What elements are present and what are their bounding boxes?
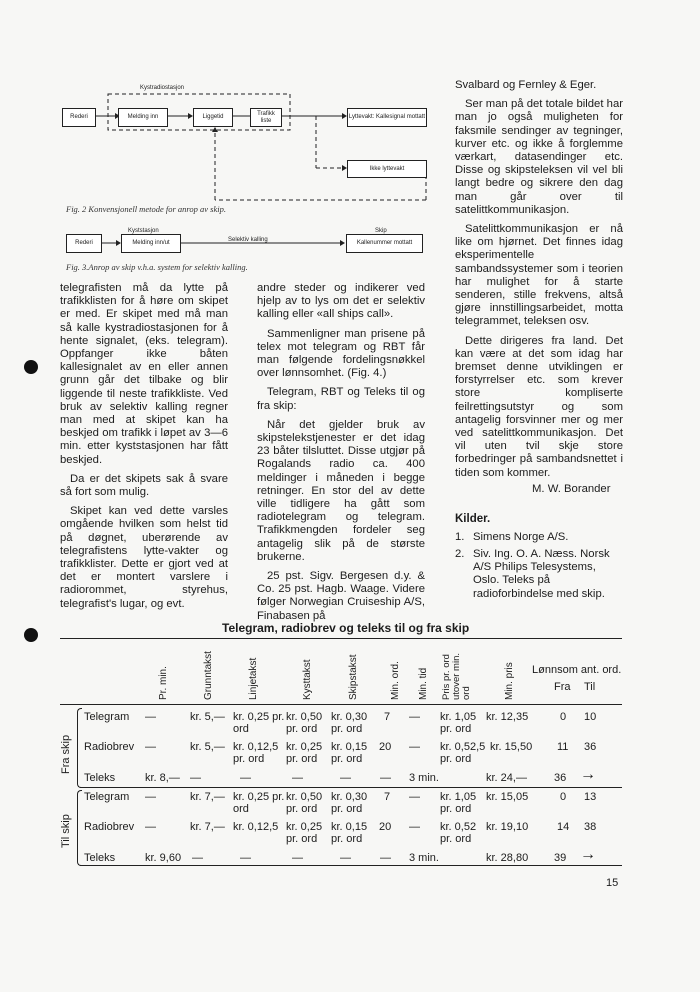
punch-hole — [24, 360, 38, 374]
table-cell: 3 min. — [409, 772, 439, 784]
rederi-box: Rederi — [66, 234, 102, 253]
table-cell: kr. 0,52 pr. ord — [440, 821, 477, 845]
table-cell: 20 — [379, 741, 392, 753]
table-cell: — — [409, 821, 420, 833]
paragraph: Telegram, RBT og Teleks til og fra skip: — [257, 386, 425, 412]
kilder-heading: Kilder. — [455, 513, 491, 525]
table-cell: kr. 24,— — [486, 772, 527, 784]
arrow-icon: → — [580, 846, 596, 863]
author-signature: M. W. Borander — [532, 483, 611, 495]
table-cell: kr. 0,25 pr. ord — [233, 711, 285, 735]
table-cell: — — [145, 821, 156, 833]
ikke-lyttevakt-box: Ikke lyttevakt — [347, 160, 427, 178]
table-cell: kr. 0,30 pr. ord — [331, 791, 368, 815]
table-cell: kr. 9,60 — [145, 852, 182, 864]
figure-3-caption: Fig. 3.Anrop av skip v.h.a. system for selektiv kalling. — [66, 262, 248, 272]
paragraph: Dette dirigeres fra land. Det kan være at det som idag har bremset denne utviklingen er forstyrrelser etc. som krever store kompliserte feilrettingsutstyr og som antagelig forsvinner mer og mer ved satelittkommunikasjon. Det vil uten tvil skje store forbedringer på sambandsnettet i tiden som kommer. — [455, 334, 623, 479]
table-cell: — — [340, 852, 351, 864]
table-cell: — — [145, 791, 156, 803]
punch-hole — [24, 628, 38, 642]
table-cell: — — [192, 852, 203, 864]
table-cell: kr. 0,50 pr. ord — [286, 711, 323, 735]
header-til: Til — [584, 681, 596, 693]
table-cell: 36 — [554, 772, 567, 784]
table-cell: 13 — [584, 791, 597, 803]
table-cell: — — [380, 852, 391, 864]
paragraph: andre steder og indikerer ved hjelp av to lys om det er selektiv kalling eller «all ships call». — [257, 282, 425, 321]
row-label: Teleks — [84, 772, 116, 784]
text-column-1 — [60, 282, 228, 617]
table-cell: kr. 0,30 pr. ord — [331, 711, 368, 735]
header-min-pris: Min. pris — [504, 662, 515, 700]
page-number: 15 — [606, 877, 619, 889]
trafikk-liste-box: Trafikk liste — [250, 108, 282, 127]
table-cell: 7 — [384, 711, 391, 723]
selektiv-kalling-label: Selektiv kalling — [228, 237, 268, 243]
paragraph: 25 pst. Sigv. Bergesen d.y. & Co. 25 pst. Hagb. Waage. Videre følger Norwegian Cruiseship A/S, Finabasen på — [257, 570, 425, 622]
table-group-rule — [80, 787, 622, 788]
table-top-rule — [60, 638, 622, 639]
table-cell: kr. 0,25 pr. ord — [233, 791, 285, 815]
table-cell: 38 — [584, 821, 597, 833]
table-cell: 3 min. — [409, 852, 439, 864]
table-cell: kr. 5,— — [190, 711, 225, 723]
row-label: Radiobrev — [84, 741, 135, 753]
table-cell: kr. 1,05 pr. ord — [440, 711, 477, 735]
arrow-icon: → — [580, 766, 596, 783]
paragraph: telegrafisten må da lytte på trafikklisten for å høre om skipet er med. Er skipet med må man så kalle kystradiostasjonen for å hente signalet, (eks. telegram). Oppfanger ikke båten kallesignalet av en eller annen grunn går det tilbake og blir liggende til neste trafikkliste. Ved bruk av selektiv kalling regner man med at skipet kan ha beskjed om trafikk i løpet av 3—6 min. etter kyststasjonen har fått beskjed. — [60, 282, 228, 466]
table-cell: 20 — [379, 821, 392, 833]
header-linjetakst: Linjetakst — [248, 657, 259, 700]
table-cell: — — [340, 772, 351, 784]
table-cell: 11 — [557, 741, 569, 753]
table-cell: — — [380, 772, 391, 784]
table-cell: kr. 0,52,5 pr. ord — [440, 741, 486, 765]
table-cell: kr. 15,05 — [486, 791, 529, 803]
table-cell: kr. 12,35 — [486, 711, 529, 723]
table-cell: 14 — [557, 821, 570, 833]
header-kysttakst: Kysttakst — [302, 659, 313, 700]
paragraph: Satelittkommunikasjon er nå like om hjørnet. Det finnes idag eksperimentelle sambandssystemer som i teorien har mulighet for å starte senderen, stille frekvens, altså gjøre innstillingsarbeidet, motta telegrammet, teleksen osv. — [455, 223, 623, 328]
table-cell: — — [292, 772, 303, 784]
kystradiostasjon-label: Kystradiostasjon — [140, 85, 185, 91]
paragraph: Svalbard og Fernley & Eger. — [455, 79, 597, 91]
table-cell: kr. 0,15 pr. ord — [331, 741, 368, 765]
row-label: Telegram — [84, 791, 130, 803]
paragraph: Sammenligner man prisene på telex mot telegram og RBT får man følgende fordelingsnøkkel over lønnsomhet. (Fig. 4.) — [257, 327, 425, 380]
table-cell: — — [190, 772, 201, 784]
table-cell: — — [145, 741, 156, 753]
row-label: Teleks — [84, 852, 116, 864]
paragraph: Når det gjelder bruk av skipstelekstjenester er det idag 23 båter tilsluttet. Disse utgjør på Rogalands radio ca. 400 meldinger i måneden i begge retninger. En stor del av dette ville tidligere ha gått som radiotelegram og telegram. Trafikkmengden fordeler seg antagelig slik på de største brukerne. — [257, 418, 425, 563]
table-header-rule — [60, 704, 622, 705]
table-cell: 7 — [384, 791, 391, 803]
header-pris-pr-ord: Pris pr. ord utover min. ord — [441, 653, 472, 700]
rederi-box: Rederi — [62, 108, 96, 127]
header-min-ord: Min. ord. — [390, 661, 401, 700]
table-title: Telegram, radiobrev og teleks til og fra skip — [222, 621, 470, 635]
table-cell: kr. 0,12,5 — [233, 821, 279, 833]
text-column-3 — [455, 79, 623, 486]
header-pr-min: Pr. min. — [158, 666, 169, 700]
table-cell: kr. 0,12,5 pr. ord — [233, 741, 279, 765]
table-cell: kr. 0,25 pr. ord — [286, 741, 323, 765]
table-cell: kr. 1,05 pr. ord — [440, 791, 477, 815]
table-cell: 36 — [584, 741, 597, 753]
table-bottom-rule — [80, 865, 622, 866]
source-item: 2. Siv. Ing. O. A. Næss. Norsk A/S Philips Telesystems, Oslo. Teleks på radioforbindelse med skip. — [455, 548, 610, 600]
header-grunntakst: Grunntakst — [203, 651, 214, 700]
figure-2-connectors — [60, 82, 440, 207]
kallenummer-box: Kallenummer mottatt — [346, 234, 423, 253]
figure-2-caption: Fig. 2 Konvensjonell metode for anrop av skip. — [66, 204, 226, 214]
liggetid-box: Liggetid — [193, 108, 233, 127]
table-cell: — — [240, 852, 251, 864]
table-cell: kr. 0,25 pr. ord — [286, 821, 323, 845]
table-cell: kr. 5,— — [190, 741, 225, 753]
table-cell: — — [292, 852, 303, 864]
table-cell: — — [409, 791, 420, 803]
row-label: Telegram — [84, 711, 130, 723]
table-cell: kr. 15,50 — [490, 741, 533, 753]
table-cell: — — [240, 772, 251, 784]
table-cell: — — [409, 711, 420, 723]
group-til-skip: Til skip — [60, 814, 72, 848]
table-cell: kr. 8,— — [145, 772, 180, 784]
melding-innut-box: Melding inn/ut — [121, 234, 181, 253]
melding-inn-box: Melding inn — [118, 108, 168, 127]
lyttevakt-box: Lyttevakt: Kallesignal mottatt — [347, 108, 427, 127]
header-skipstakst: Skipstakst — [348, 654, 359, 700]
header-lonnsom: Lønnsom ant. ord. — [532, 664, 622, 676]
table-cell: kr. 0,50 pr. ord — [286, 791, 323, 815]
table-cell: 10 — [584, 711, 597, 723]
table-cell: — — [145, 711, 156, 723]
text-column-2 — [257, 282, 425, 629]
table-cell: kr. 28,80 — [486, 852, 529, 864]
paragraph: Skipet kan ved dette varsles omgående hvilken som helst tid på døgnet, uberørende av telegrafistens lytte-vakter og trafikklister. Dette er gjort ved at det er montert varslere i radiorommet, styrehus, telegrafist's lugar, og evt. — [60, 505, 228, 610]
table-cell: 0 — [560, 711, 567, 723]
header-min-tid: Min. tid — [418, 667, 429, 700]
table-cell: kr. 7,— — [190, 821, 225, 833]
table-cell: 0 — [560, 791, 567, 803]
group-brace — [77, 790, 82, 866]
group-fra-skip: Fra skip — [60, 734, 72, 774]
table-cell: 39 — [554, 852, 567, 864]
skip-label: Skip — [375, 228, 387, 234]
group-brace — [77, 708, 82, 788]
kyststasjon-label: Kyststasjon — [128, 228, 159, 234]
table-cell: kr. 7,— — [190, 791, 225, 803]
source-item: 1. Simens Norge A/S. — [455, 531, 569, 543]
paragraph: Da er det skipets sak å svare så fort som mulig. — [60, 472, 228, 499]
table-cell: — — [409, 741, 420, 753]
paragraph: Ser man på det totale bildet har man jo også muligheten for faksmile sendinger av tegninger, kurver etc. og ikke å forglemme værkart, datasendinger etc. Disse og skipsteleksen vil vel bli langt bedre og sikrere den dag man går over til satelittkommunikasjon. — [455, 98, 623, 216]
table-cell: kr. 0,15 pr. ord — [331, 821, 368, 845]
header-fra: Fra — [554, 681, 571, 693]
row-label: Radiobrev — [84, 821, 135, 833]
table-cell: kr. 19,10 — [486, 821, 529, 833]
